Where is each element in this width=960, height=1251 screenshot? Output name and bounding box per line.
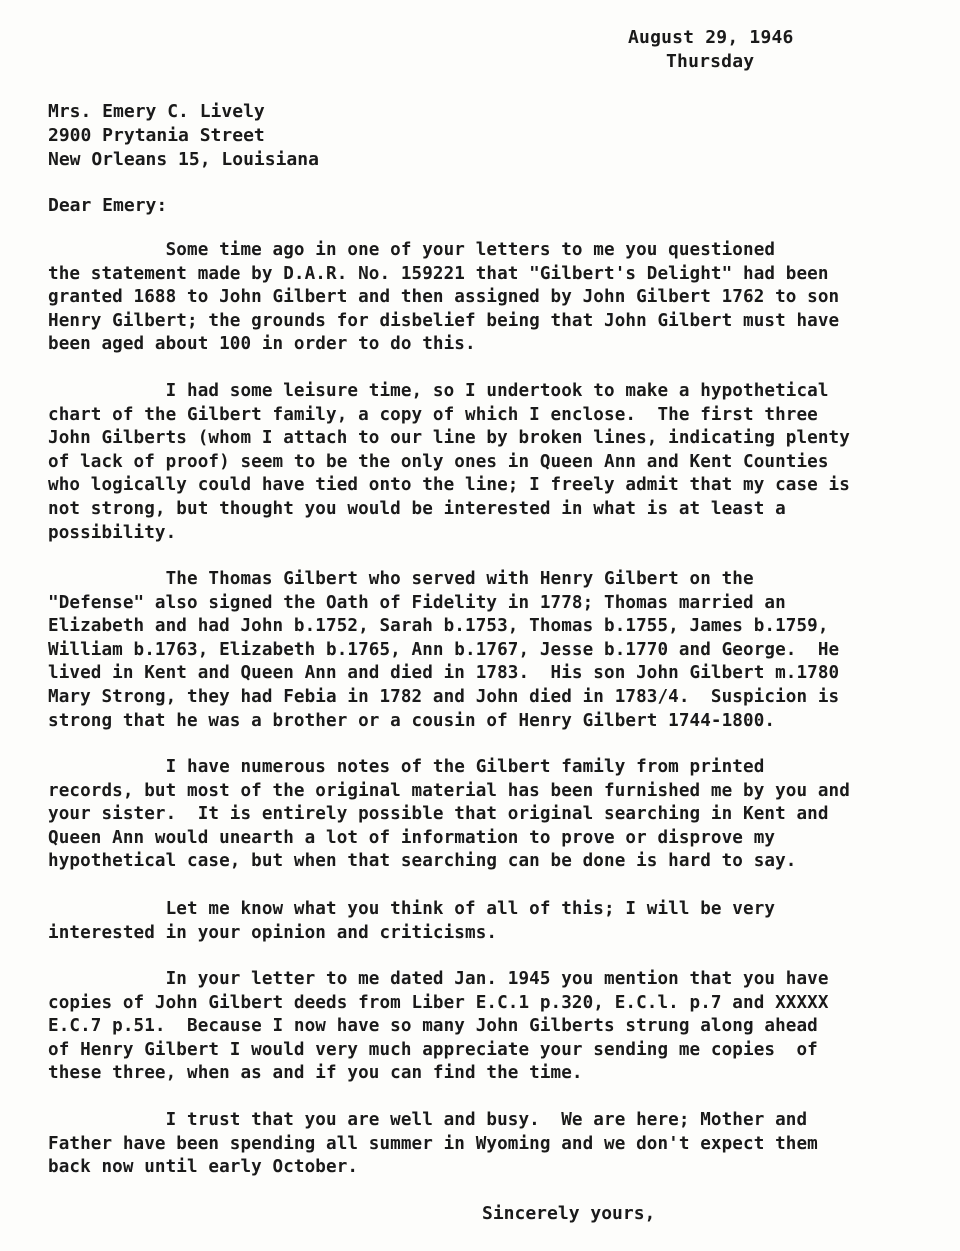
text-line: John Gilberts (whom I attach to our line by broken lines, indicating plenty (48, 428, 850, 449)
text-line: William b.1763, Elizabeth b.1765, Ann b.1767, Jesse b.1770 and George. He (48, 639, 840, 660)
text-line: Let me know what you think of all of this; I will be very (48, 899, 776, 919)
text-line: the statement made by D.A.R. No. 159221 that "Gilbert's Delight" had been (48, 263, 829, 284)
paragraph-2 (48, 380, 928, 545)
text-line: records, but most of the original material has been furnished me by you and (48, 780, 850, 801)
text-line: Queen Ann would unearth a lot of information to prove or disprove my (48, 827, 776, 848)
text-line: Henry Gilbert; the grounds for disbelief being that John Gilbert must have (48, 310, 840, 331)
text-line: back now until early October. (48, 1157, 359, 1178)
paragraph-5 (48, 898, 928, 945)
text-line: not strong, but thought you would be interested in what is at least a (48, 498, 786, 519)
text-line: Some time ago in one of your letters to me you questioned (48, 240, 776, 260)
text-line: these three, when as and if you can find the time. (48, 1063, 583, 1084)
text-line: hypothetical case, but when that searching can be done is hard to say. (48, 851, 797, 872)
letter-date (628, 26, 794, 74)
text-line: been aged about 100 in order to do this. (48, 334, 476, 355)
salutation: Dear Emery: (48, 195, 168, 216)
text-line: I trust that you are well and busy. We are here; Mother and (48, 1110, 808, 1130)
text-line: "Defense" also signed the Oath of Fidelity in 1778; Thomas married an (48, 592, 786, 613)
date-weekday: Thursday (666, 51, 755, 72)
text-line: of lack of proof) seem to be the only ones in Queen Ann and Kent Counties (48, 451, 829, 472)
text-line: your sister. It is entirely possible that original searching in Kent and (48, 804, 829, 825)
text-line: The Thomas Gilbert who served with Henry Gilbert on the (48, 569, 754, 589)
text-line: Father have been spending all summer in Wyoming and we don't expect them (48, 1133, 818, 1154)
text-line: possibility. (48, 522, 177, 543)
recipient-address (48, 100, 319, 172)
text-line: who logically could have tied onto the line; I freely admit that my case is (48, 475, 850, 496)
text-line: copies of John Gilbert deeds from Liber E.C.1 p.320, E.C.l. p.7 and XXXXX (48, 992, 829, 1013)
paragraph-3 (48, 568, 928, 733)
paragraph-7 (48, 1109, 928, 1180)
recipient-name: Mrs. Emery C. Lively (48, 101, 265, 122)
text-line: strong that he was a brother or a cousin of Henry Gilbert 1744-1800. (48, 710, 776, 731)
date-line: August 29, 1946 (628, 27, 794, 48)
text-line: chart of the Gilbert family, a copy of which I enclose. The first three (48, 404, 818, 425)
text-line: In your letter to me dated Jan. 1945 you mention that you have (48, 969, 829, 989)
text-line: Elizabeth and had John b.1752, Sarah b.1753, Thomas b.1755, James b.1759, (48, 616, 829, 637)
recipient-city: New Orleans 15, Louisiana (48, 149, 319, 170)
text-line: of Henry Gilbert I would very much appreciate your sending me copies of (48, 1039, 818, 1060)
text-line: lived in Kent and Queen Ann and died in 1783. His son John Gilbert m.1780 (48, 663, 840, 684)
paragraph-6 (48, 968, 928, 1086)
text-line: granted 1688 to John Gilbert and then assigned by John Gilbert 1762 to son (48, 287, 840, 308)
paragraph-1 (48, 239, 928, 357)
paragraph-4 (48, 756, 928, 874)
text-line: E.C.7 p.51. Because I now have so many John Gilberts strung along ahead (48, 1016, 818, 1037)
closing: Sincerely yours, (482, 1203, 656, 1224)
text-line: I have numerous notes of the Gilbert family from printed (48, 757, 765, 777)
recipient-street: 2900 Prytania Street (48, 125, 265, 146)
text-line: interested in your opinion and criticisms. (48, 922, 498, 943)
text-line: I had some leisure time, so I undertook to make a hypothetical (48, 381, 829, 401)
text-line: Mary Strong, they had Febia in 1782 and John died in 1783/4. Suspicion is (48, 686, 840, 707)
